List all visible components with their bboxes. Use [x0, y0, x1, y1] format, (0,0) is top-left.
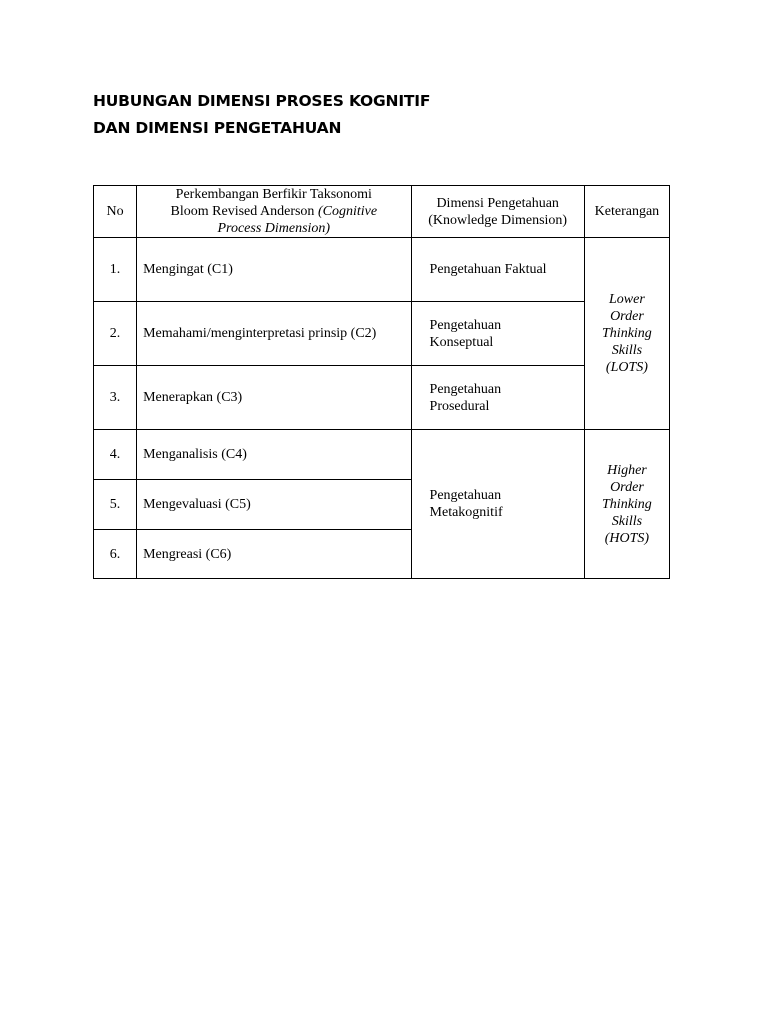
- table-header-row: [94, 186, 670, 238]
- row-number: 4.: [94, 430, 137, 480]
- knowledge-conceptual-line-1: Pengetahuan: [429, 317, 502, 333]
- knowledge-conceptual-line-2: Konseptual: [429, 334, 494, 350]
- row-number: 3.: [94, 366, 137, 430]
- hots-remark-cell: [584, 430, 669, 579]
- hots-line-5: (HOTS): [604, 530, 650, 546]
- header-process-line-2: Bloom Revised Anderson: [170, 204, 318, 219]
- header-remarks-label: Keterangan: [594, 204, 660, 219]
- cognitive-process-cell: Memahami/menginterpretasi prinsip (C2): [137, 302, 411, 366]
- cognitive-process-cell: Mengevaluasi (C5): [137, 480, 411, 530]
- knowledge-metacognitive-cell: [411, 430, 584, 579]
- table-row: [94, 238, 670, 302]
- page-title: [93, 88, 430, 142]
- hots-line-1: Higher: [607, 462, 647, 478]
- page-title-line-1: HUBUNGAN DIMENSI PROSES KOGNITIF: [93, 92, 431, 110]
- lots-line-4: Skills: [611, 343, 643, 358]
- knowledge-conceptual-cell: [411, 302, 584, 366]
- row-number: 5.: [94, 480, 137, 530]
- header-knowledge-line-2: (Knowledge Dimension): [428, 212, 568, 228]
- cognitive-knowledge-table: [93, 185, 670, 579]
- lots-remark-cell: [584, 238, 669, 430]
- knowledge-procedural-line-1: Pengetahuan: [429, 381, 502, 397]
- hots-line-4: Skills: [611, 513, 643, 529]
- header-no: [94, 186, 137, 238]
- knowledge-procedural-cell: [411, 366, 584, 430]
- header-no-label: No: [106, 204, 124, 219]
- knowledge-metacognitive-line-1: Pengetahuan: [429, 488, 502, 503]
- knowledge-factual-cell: [411, 238, 584, 302]
- lots-line-2: Order: [610, 309, 644, 324]
- row-number: 2.: [94, 302, 137, 366]
- row-number: 1.: [94, 238, 137, 302]
- hots-line-2: Order: [610, 479, 644, 495]
- lots-line-3: Thinking: [602, 326, 652, 341]
- header-process-line-2-italic: (Cognitive: [317, 204, 378, 219]
- table-row: [94, 302, 670, 366]
- header-cognitive-process: [137, 186, 411, 238]
- knowledge-procedural-line-2: Prosedural: [429, 398, 490, 414]
- header-process-line-3: Process Dimension): [217, 221, 331, 236]
- header-remarks: [584, 186, 669, 238]
- row-number: 6.: [94, 530, 137, 579]
- knowledge-metacognitive-line-2: Metakognitif: [429, 505, 503, 520]
- table-row: [94, 366, 670, 430]
- header-knowledge-line-1: Dimensi Pengetahuan: [436, 195, 559, 211]
- page-title-line-2: DAN DIMENSI PENGETAHUAN: [93, 119, 342, 137]
- hots-line-3: Thinking: [602, 496, 652, 512]
- lots-line-1: Lower: [609, 292, 645, 307]
- lots-line-5: (LOTS): [605, 360, 648, 375]
- table-row: [94, 430, 670, 480]
- cognitive-process-cell: Mengingat (C1): [137, 238, 411, 302]
- cognitive-process-cell: Menerapkan (C3): [137, 366, 411, 430]
- cognitive-process-cell: Menganalisis (C4): [137, 430, 411, 480]
- header-knowledge-dimension: [411, 186, 584, 238]
- knowledge-factual-label: Pengetahuan Faktual: [429, 262, 547, 277]
- cognitive-process-cell: Mengreasi (C6): [137, 530, 411, 579]
- header-process-line-1: Perkembangan Berfikir Taksonomi: [175, 187, 372, 202]
